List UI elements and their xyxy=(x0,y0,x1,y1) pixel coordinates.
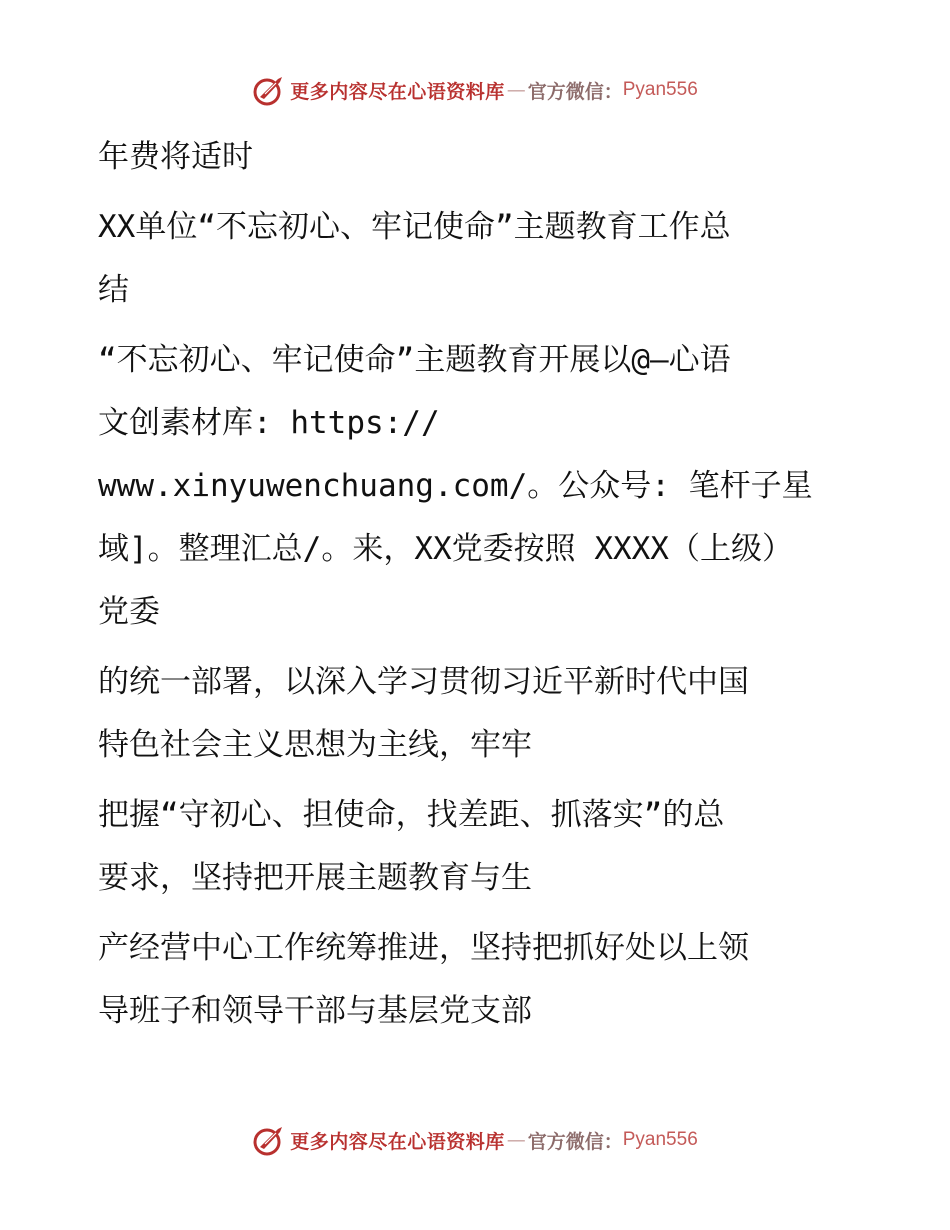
paragraph xyxy=(98,196,858,322)
text-line: 产经营中心工作统筹推进，坚持把抓好处以上领 xyxy=(98,930,749,966)
document-body xyxy=(98,126,858,1050)
banner-wechat-id: Pyan556 xyxy=(622,79,698,100)
text-line: 年费将适时 xyxy=(98,139,253,175)
paragraph xyxy=(98,329,858,644)
header-banner xyxy=(0,70,950,110)
text-line: “不忘初心、牢记使命”主题教育开展以@—心语 xyxy=(98,342,731,378)
text-line: 导班子和领导干部与基层党支部 xyxy=(98,993,532,1029)
paragraph xyxy=(98,917,858,1043)
footer-banner xyxy=(0,1120,950,1160)
banner-text: 更多内容尽在心语资料库 xyxy=(290,1130,505,1153)
banner-separator: — xyxy=(506,1129,526,1151)
quill-logo-icon xyxy=(252,73,286,107)
text-line: XX单位“不忘初心、牢记使命”主题教育工作总 xyxy=(98,209,731,245)
text-line: 党委 xyxy=(98,594,160,630)
text-line: 域]。整理汇总/。来，XX党委按照 XXXX（上级） xyxy=(98,531,793,567)
quill-logo-icon xyxy=(252,1123,286,1157)
paragraph xyxy=(98,784,858,910)
text-line: 特色社会主义思想为主线，牢牢 xyxy=(98,727,532,763)
banner-separator: — xyxy=(506,79,526,101)
text-line: 文创素材库: https:// xyxy=(98,405,440,441)
banner-text: 更多内容尽在心语资料库 xyxy=(290,80,505,103)
paragraph xyxy=(98,126,858,189)
text-line: 结 xyxy=(98,272,129,308)
banner-wechat-label: 官方微信： xyxy=(527,1130,623,1153)
text-line: www.xinyuwenchuang.com/。公众号: 笔杆子星 xyxy=(98,468,813,504)
text-line: 把握“守初心、担使命，找差距、抓落实”的总 xyxy=(98,797,725,833)
text-line: 的统一部署，以深入学习贯彻习近平新时代中国 xyxy=(98,664,749,700)
paragraph xyxy=(98,651,858,777)
banner-wechat-id: Pyan556 xyxy=(622,1129,698,1150)
banner-wechat-label: 官方微信： xyxy=(527,80,623,103)
text-line: 要求，坚持把开展主题教育与生 xyxy=(98,860,532,896)
